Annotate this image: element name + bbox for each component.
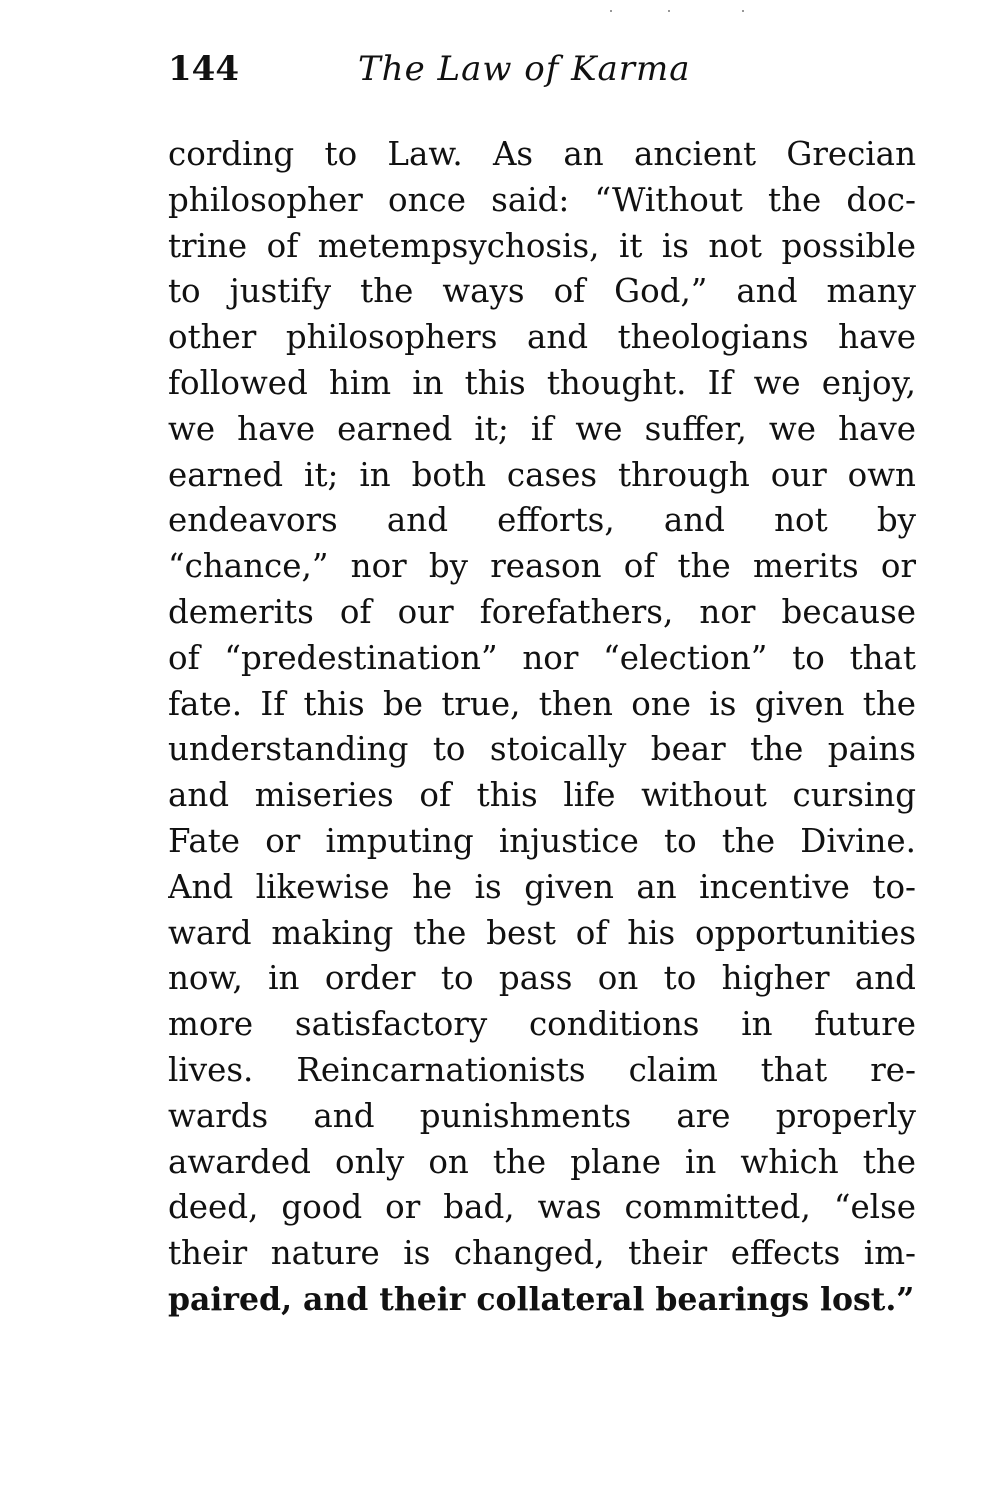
body-text (168, 132, 916, 1323)
text-line: demerits of our forefathers, nor because (168, 592, 916, 631)
text-line: trine of metempsychosis, it is not possible (168, 226, 916, 265)
text-line: Fate or imputing injustice to the Divine. (168, 821, 916, 860)
text-line: fate. If this be true, then one is given the (168, 684, 916, 723)
scan-speck (742, 10, 744, 12)
text-line: understanding to stoically bear the pains (168, 730, 916, 769)
text-line: lives. Reincarnationists claim that re- (168, 1050, 916, 1089)
text-line: earned it; in both cases through our own (168, 455, 916, 494)
text-line: more satisfactory conditions in future (168, 1005, 916, 1044)
running-title: The Law of Karma (358, 49, 691, 89)
scan-speck (610, 10, 612, 12)
text-line: followed him in this thought. If we enjoy, (168, 363, 916, 402)
text-line: and miseries of this life without cursing (168, 776, 916, 815)
running-header (168, 44, 728, 94)
text-line: “chance,” nor by reason of the merits or (168, 547, 916, 586)
text-line: philosopher once said: “Without the doc- (168, 180, 916, 219)
text-line: awarded only on the plane in which the (168, 1142, 916, 1181)
text-line: wards and punishments are properly (168, 1096, 916, 1135)
text-line: their nature is changed, their effects im- (168, 1234, 916, 1273)
text-line: other philosophers and theologians have (168, 318, 916, 357)
text-line-last: paired, and their collateral bearings lost.” (168, 1280, 915, 1318)
scan-speck (668, 10, 670, 12)
text-line: to justify the ways of God,” and many (168, 272, 916, 311)
text-line: cording to Law. As an ancient Grecian (168, 135, 916, 173)
text-line: of “predestination” nor “election” to that (168, 638, 916, 677)
text-line: now, in order to pass on to higher and (168, 959, 916, 998)
page-number: 144 (168, 49, 239, 89)
text-line: deed, good or bad, was committed, “else (168, 1188, 916, 1227)
text-line: ward making the best of his opportunities (168, 913, 916, 952)
text-line: endeavors and efforts, and not by (168, 501, 916, 540)
text-line: we have earned it; if we suffer, we have (168, 409, 916, 448)
text-line: And likewise he is given an incentive to- (168, 867, 916, 906)
